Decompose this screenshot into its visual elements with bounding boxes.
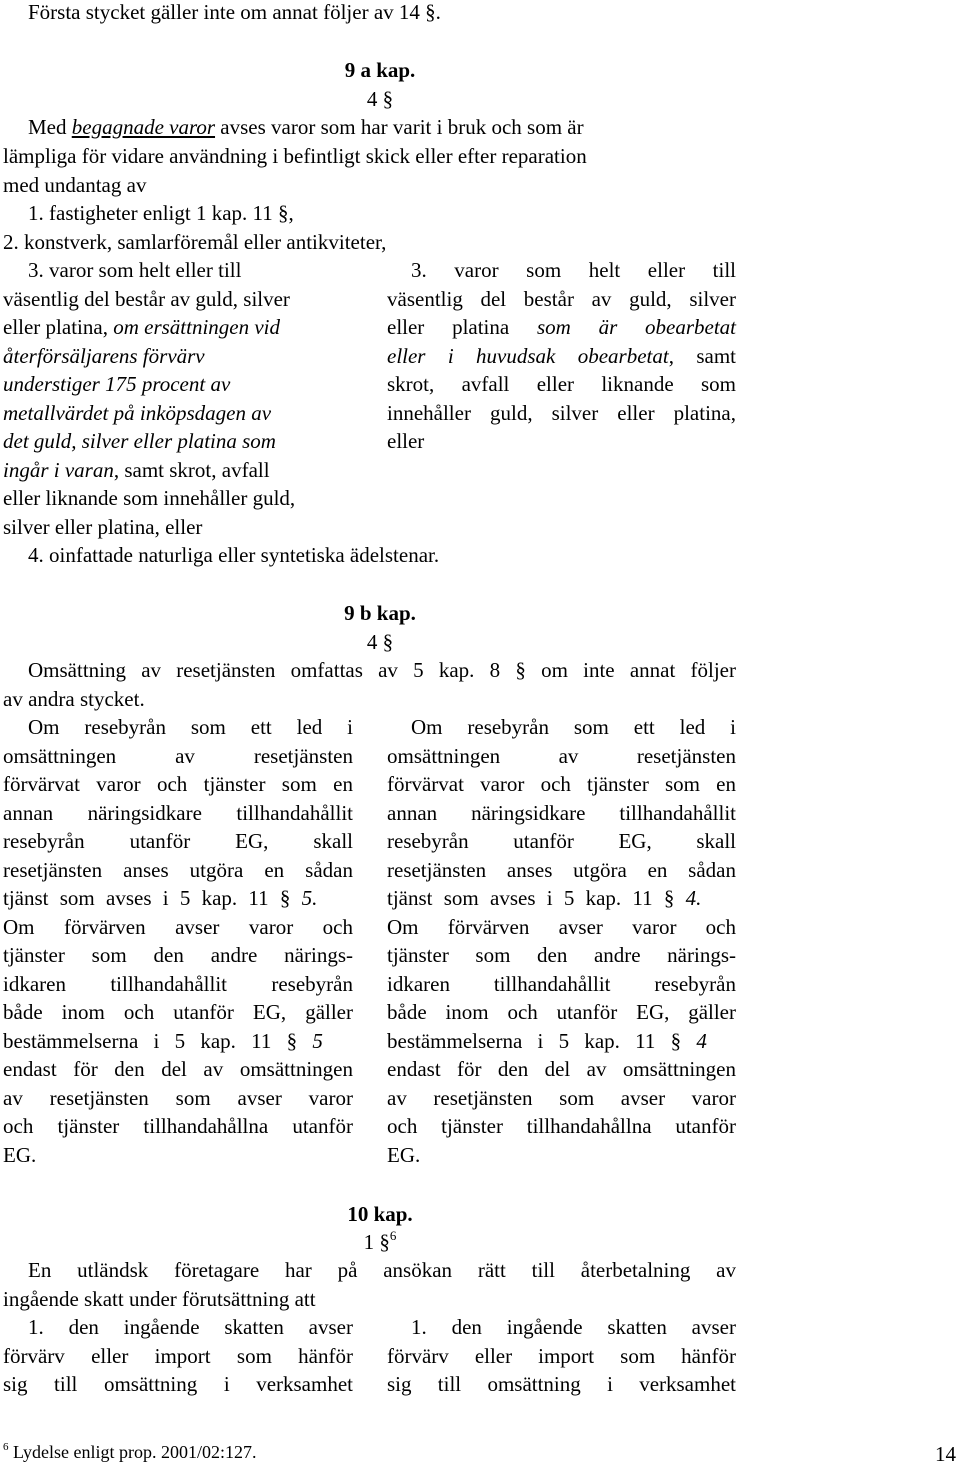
chapter-heading-9b: 9 b kap. [344, 601, 416, 625]
footnote-reference: 6 [389, 1228, 397, 1243]
ch9b-paragraph-line1: Omsättning av resetjänsten omfattas av 5 kap. 8 § om inte annat följer [28, 658, 736, 682]
ch9a-list-item-1: 1. fastigheter enligt 1 kap. 11 §, [28, 201, 294, 225]
chapter-heading-10: 10 kap. [347, 1202, 413, 1226]
ch10-paragraph-line1: En utländsk företagare har på ansökan rätt till återbetalning av [28, 1258, 736, 1282]
section-heading-10: 1 §$^6$ [363, 1228, 397, 1254]
chapter-heading-9a: 9 a kap. [344, 58, 416, 82]
ch9a-paragraph-line3: med undantag av [3, 173, 147, 197]
intro-paragraph: Första stycket gäller inte om annat följer av 14 §. [28, 0, 441, 24]
ch10-paragraph-line2: ingående skatt under förutsättning att [3, 1287, 316, 1311]
ch9a-list-item-2: 2. konstverk, samlarföremål eller antikviteter, [3, 230, 387, 254]
ch9b-paragraph-line2: av andra stycket. [3, 687, 145, 711]
section-heading-9b: 4 § [366, 630, 394, 654]
page-number: 14 [935, 1442, 956, 1466]
defined-term: begagnade varor [71, 115, 216, 139]
ch9a-paragraph-line2: lämpliga för vidare användning i befintligt skick eller efter reparation [3, 144, 587, 168]
ch9a-list-item-4: 4. oinfattade naturliga eller syntetiska ädelstenar. [28, 543, 440, 567]
ch9a-paragraph-line1: Med begagnade varor avses varor som har varit i bruk och som är [28, 115, 584, 139]
section-heading-9a: 4 § [366, 87, 394, 111]
footnote: $^6$ Lydelse enligt prop. 2001/02:127. [3, 1441, 257, 1462]
